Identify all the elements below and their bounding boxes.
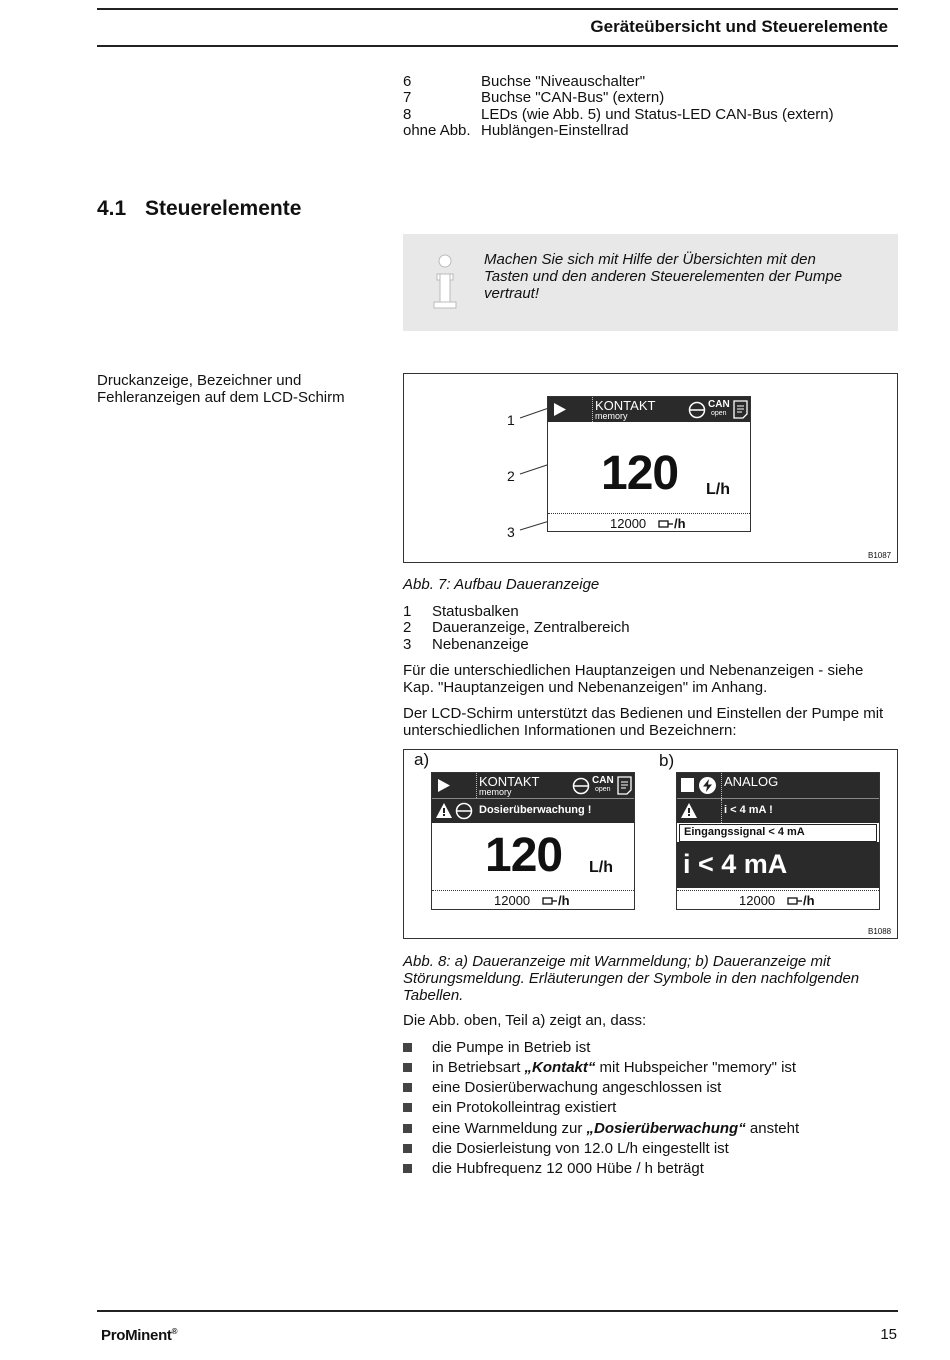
bullet-icon xyxy=(403,1164,412,1173)
legend-key: 6 xyxy=(403,73,412,90)
lcd-divider xyxy=(677,890,879,891)
list-text: ansteht xyxy=(745,1120,800,1137)
list-emphasis: „Kontakt“ xyxy=(524,1059,596,1076)
legend-value: Buchse "Niveauschalter" xyxy=(481,73,646,90)
brand-name: ProMinent xyxy=(101,1327,172,1344)
legend-key: 7 xyxy=(403,89,412,106)
secondary-value: 12000 xyxy=(610,516,647,531)
can-label: CAN xyxy=(708,399,730,410)
warning-icon xyxy=(680,802,698,819)
warning-bar xyxy=(677,798,879,823)
header-bottom-rule xyxy=(97,45,898,47)
paragraph: Für die unterschiedlichen Hauptanzeigen und Nebenanzeigen - siehe Kap. "Hauptanzeigen und Nebenanzeigen" im Anhang. xyxy=(403,662,864,696)
list-text: eine Warnmeldung zur xyxy=(432,1120,587,1137)
paragraph: Der LCD-Schirm unterstützt das Bedienen und Einstellen der Pumpe mit unterschiedlichen Informationen und Bezeichnern: xyxy=(403,705,884,739)
list-text: ein Protokolleintrag existiert xyxy=(432,1099,617,1116)
figure-part-label: a) xyxy=(414,750,430,769)
status-mode: KONTAKT xyxy=(595,398,656,413)
legend-value: Hublängen-Einstellrad xyxy=(481,122,629,139)
list-text: mit Hubspeicher "memory" ist xyxy=(595,1059,797,1076)
flow-monitor-icon xyxy=(572,777,590,795)
legend-text: Nebenanzeige xyxy=(432,636,529,653)
list-text: die Pumpe in Betrieb ist xyxy=(432,1039,591,1056)
page-header-title: Geräteübersicht und Steuerelemente xyxy=(590,17,888,36)
brand-logo xyxy=(101,1327,177,1344)
main-value: 120 xyxy=(601,447,679,500)
legend-key: 8 xyxy=(403,106,412,123)
list-text: die Hubfrequenz 12 000 Hübe / h beträgt xyxy=(432,1160,704,1177)
page-number: 15 xyxy=(880,1326,897,1343)
legend-value: LEDs (wie Abb. 5) und Status-LED CAN-Bus (extern) xyxy=(481,106,834,123)
section-title: Steuerelemente xyxy=(145,197,302,220)
main-unit: L/h xyxy=(589,859,613,876)
figure-7-caption: Abb. 7: Aufbau Daueranzeige xyxy=(403,576,600,593)
callout-number: 2 xyxy=(507,468,515,484)
stop-icon xyxy=(681,778,694,792)
status-sub: memory xyxy=(595,411,628,421)
secondary-value: 12000 xyxy=(494,893,531,908)
can-sub: open xyxy=(595,786,611,793)
bar-divider xyxy=(721,773,723,798)
status-mode: KONTAKT xyxy=(479,774,540,789)
section-number: 4.1 xyxy=(97,197,127,220)
can-sub: open xyxy=(711,410,727,417)
play-icon xyxy=(553,402,567,417)
legend-text: Daueranzeige, Zentralbereich xyxy=(432,619,630,636)
warning-bar xyxy=(432,798,634,823)
figure-code: B1087 xyxy=(868,551,892,560)
bar-divider xyxy=(721,799,723,823)
status-bar xyxy=(677,773,879,798)
lcd-screen-b xyxy=(676,772,880,910)
list-emphasis: „Dosierüberwachung“ xyxy=(586,1120,746,1137)
bullet-icon xyxy=(403,1043,412,1052)
fault-message: i < 4 mA xyxy=(683,849,788,879)
figure-8-caption: Abb. 8: a) Daueranzeige mit Warnmeldung; b) Daueranzeige mit Störungsmeldung. Erläuterungen der Symbole in den nachfolgenden Tabellen. xyxy=(403,953,860,1004)
bullet-icon xyxy=(403,1124,412,1133)
figure-7 xyxy=(403,373,898,563)
secondary-value: 12000 xyxy=(739,893,776,908)
warning-icon xyxy=(435,802,453,819)
can-label: CAN xyxy=(592,775,614,786)
warning-text: i < 4 mA ! xyxy=(724,804,773,816)
secondary-unit: /h xyxy=(674,516,686,531)
figure-code: B1088 xyxy=(868,927,892,936)
log-icon xyxy=(733,400,748,419)
legend-value: Buchse "CAN-Bus" (extern) xyxy=(481,89,665,106)
lcd-divider xyxy=(432,890,634,891)
list-text: in Betriebsart xyxy=(432,1059,525,1076)
flow-monitor-icon xyxy=(455,802,473,820)
footer-rule xyxy=(97,1310,898,1312)
flow-monitor-icon xyxy=(688,401,706,419)
legend-number: 3 xyxy=(403,636,412,653)
figure-part-label: b) xyxy=(659,751,675,770)
legend-number: 1 xyxy=(403,603,412,620)
bullet-icon xyxy=(403,1144,412,1153)
bullet-icon xyxy=(403,1063,412,1072)
paragraph: Die Abb. oben, Teil a) zeigt an, dass: xyxy=(403,1012,647,1029)
warning-text: Dosierüberwachung ! xyxy=(479,804,592,816)
bar-divider xyxy=(476,773,478,798)
lcd-screen-a xyxy=(431,772,635,910)
lcd-screen xyxy=(547,396,751,532)
side-heading: Druckanzeige, Bezeichner und Fehleranzeigen auf dem LCD-Schirm xyxy=(97,372,345,406)
lcd-divider xyxy=(548,513,750,514)
info-note-text: Machen Sie sich mit Hilfe der Übersichten mit den Tasten und den anderen Steuerelementen der Pumpe vertraut! xyxy=(484,251,843,302)
list-text: die Dosierleistung von 12.0 L/h eingestellt ist xyxy=(432,1140,729,1157)
header-top-rule xyxy=(97,8,898,10)
info-icon xyxy=(425,252,465,312)
status-sub: memory xyxy=(479,787,512,797)
log-icon xyxy=(617,776,632,795)
stroke-icon xyxy=(658,519,674,529)
legend-text: Statusbalken xyxy=(432,603,519,620)
fault-icon xyxy=(698,776,717,795)
status-bar xyxy=(548,397,750,422)
fault-message-area xyxy=(677,842,879,888)
status-mode: ANALOG xyxy=(724,774,779,789)
bar-divider xyxy=(592,397,594,422)
stroke-icon xyxy=(787,896,803,906)
bullet-icon xyxy=(403,1083,412,1092)
fault-title-box xyxy=(679,824,877,842)
fault-title: Eingangssignal < 4 mA xyxy=(684,826,805,838)
secondary-unit: /h xyxy=(558,893,570,908)
callout-number: 1 xyxy=(507,412,515,428)
figure-8 xyxy=(403,749,898,939)
stroke-icon xyxy=(542,896,558,906)
secondary-unit: /h xyxy=(803,893,815,908)
legend-number: 2 xyxy=(403,619,412,636)
bullet-icon xyxy=(403,1103,412,1112)
main-value: 120 xyxy=(485,829,563,882)
brand-mark: ® xyxy=(171,1327,178,1336)
list-text: eine Dosierüberwachung angeschlossen ist xyxy=(432,1079,722,1096)
callout-number: 3 xyxy=(507,524,515,540)
main-unit: L/h xyxy=(706,481,730,498)
play-icon xyxy=(437,778,451,793)
status-bar xyxy=(432,773,634,798)
legend-key: ohne Abb. xyxy=(403,122,471,139)
